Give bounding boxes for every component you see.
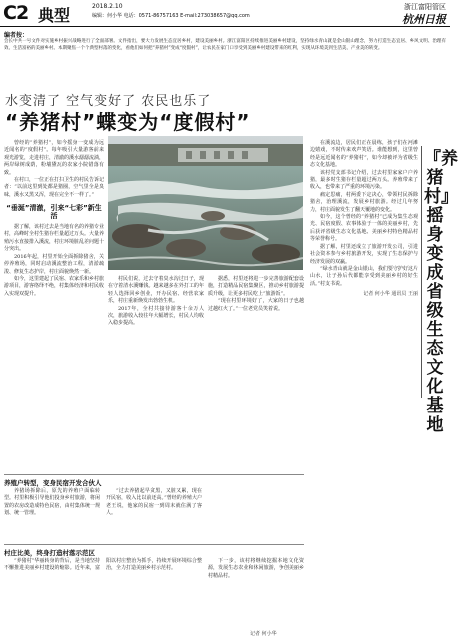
editor-note-title: 编者按： [4,32,29,39]
paragraph: 养猪场拆除后，原先的养殖户面临转型。村里积极引导他们投身乡村旅游，将闲置的农房改造成特色民宿，由村集体统一规划、统一管理。 [4,488,100,517]
section-name: 典型 [38,6,71,25]
paragraph: 该村党支部书记介绍，过去村里家家户户养猪，最多时生猪存栏量超过两万头。养殖带来了收入，也带来了严重的环境污染。 [310,169,418,191]
section3-body [4,558,304,628]
paragraph: 2016年起，村里开始全面拆除猪舍，关停养殖场，同时启动溪流整治工程，清淤疏浚、修复生态护岸，村庄面貌焕然一新。 [4,253,104,275]
paragraph: “过去养猪起早贪黑，又脏又累，现在开民宿，收入比以前还高。”曾经的养殖大户老王说，他家的民宿一到周末就住满了客人。 [106,488,202,517]
editor-info: 编辑：何小华 电话：0571-86757163 E-mail:273038657@qq.com [92,13,250,19]
paragraph: 在溪流边，居民们正在晨练，孩子们在河滩边嬉戏，不时传来欢声笑语。谁能想到，这里曾经是远近闻名的“养猪村”，如今却被评为省级生态文化基地。 [310,140,418,169]
left-column [4,140,104,485]
paragraph: “养猪村”华丽转身的背后，是当地坚持不懈推进美丽乡村建设的缩影。近年来，富阳以村庄整治为抓手，持续开展环境综合整治，全力打造美丽乡村示范村。 [4,558,202,572]
middle-column-1 [108,276,204,456]
section2-body [4,488,304,540]
stream-photo [108,136,303,270]
section-title: 村庄比美，终身打造村落示范区 [4,549,95,557]
paragraph: 曾经的“养猪村”，如今摇身一变成为远近闻名的“度假村”。每年吸引大量游客前来观光游览，走进村庄，清澈的溪水潺潺流淌，两岸绿树成荫，粉墙黛瓦的农家小院错落有致。 [4,140,105,176]
paragraph: “现在村里环境好了，大家的日子也越过越红火了。”一位老党员笑着说。 [208,298,304,312]
article-headline: “养猪村”蝶变为“度假村” [5,110,251,134]
paragraph: 村民们说，过去守着臭水沟过日子，现在守着清水溪赚钱。越来越多在外打工的年轻人选择回乡创业，开办民宿、经营农家乐，村庄重新焕发出勃勃生机。 [108,276,204,305]
paragraph: 2017年，全村共接待游客十余万人次，旅游收入较往年大幅增长，村民人均收入稳步提高。 [108,305,204,327]
middle-column-2 [208,276,304,456]
right-column [310,140,418,632]
paragraph: 下一步，该村将继续挖掘本地文化资源，发展生态农业和休闲旅游，争创美丽乡村精品村。 [208,558,304,579]
paragraph: 痛定思痛，村两委下定决心，带领村民拆除猪舍，治理溪流，发展乡村旅游。经过几年努力，村庄面貌发生了翻天覆地的变化。 [310,191,418,213]
editor-note-body: 会长中共一号文件对实施乡村振兴战略进行了全面部署。文件指出，要大力发展生态宜居乡村，建设美丽乡村。浙江富阳区持续推进美丽乡村建设，坚持绿水青山就是金山银山理念，努力打造生态宜居、乡风文明、治理有效、生活富裕的美丽乡村。本期聚焦一个个典型村落的变化，看他们如何把“养猪村”变成“度假村”，让农民在家门口享受到美丽乡村建设带来的红利，实现从环境美到生活美、产业美的转变。 [4,39,446,52]
paragraph: “绿水青山就是金山银山，我们要守护好这片山水，让子孙后代都能享受到美丽乡村的好生活。”村支书说。 [310,265,418,287]
article-subhead: 水变清了 空气变好了 农民也乐了 [5,94,212,109]
section-label: “垂涎”清澈，引来“七彩”新生活 [6,204,102,220]
paragraph: 据了解，该村过去是当地有名的养猪专业村，高峰时全村生猪存栏量超过万头。大量养殖污水直接排入溪流，村庄环境脏乱差问题十分突出。 [4,224,105,253]
paragraph: 在村口，一位正在打扫卫生的村民告诉记者：“以前这里到处都是猪圈，空气里全是臭味，溪水又黑又浑，现在完全不一样了。” [4,177,105,198]
masthead-rule [0,26,450,27]
paragraph: 如今，这个曾经的“养猪村”已成为集生态观光、民宿度假、农事体验于一体的美丽乡村，先后获评省级生态文化基地、美丽乡村特色精品村等荣誉称号。 [310,214,418,243]
issue-date: 2018.2.10 [92,3,123,10]
side-title: 『养猪村』摇身变成省级生态文化基地 [424,149,458,435]
section-divider [4,474,304,475]
paragraph: 据悉，村里还将进一步完善旅游配套设施，打造精品民宿集聚区，推动乡村旅游提质升级，让更多村民吃上“旅游饭”。 [208,276,304,297]
masthead [0,0,450,26]
newspaper-name: 杭州日报 [402,13,446,26]
byline: 记者 何小华 [250,631,277,637]
byline: 记者 何小华 通讯员 王丽 [363,291,418,298]
section-code: C2 [3,2,29,24]
section-title: 养殖户转型，变身民宿开发合伙人 [4,479,102,487]
section-divider [4,544,304,545]
paragraph: 如今，这里建起了民宿、农家乐和乡村旅游项目，游客络绎不绝，村集体经济和村民收入实现双提升。 [4,275,105,297]
paragraph: 据了解，村里还成立了旅游开发公司，引进社会资本参与乡村旅游开发，实现了生态保护与经济发展的双赢。 [310,243,418,265]
region-label: 浙江富阳管区 [404,3,446,11]
